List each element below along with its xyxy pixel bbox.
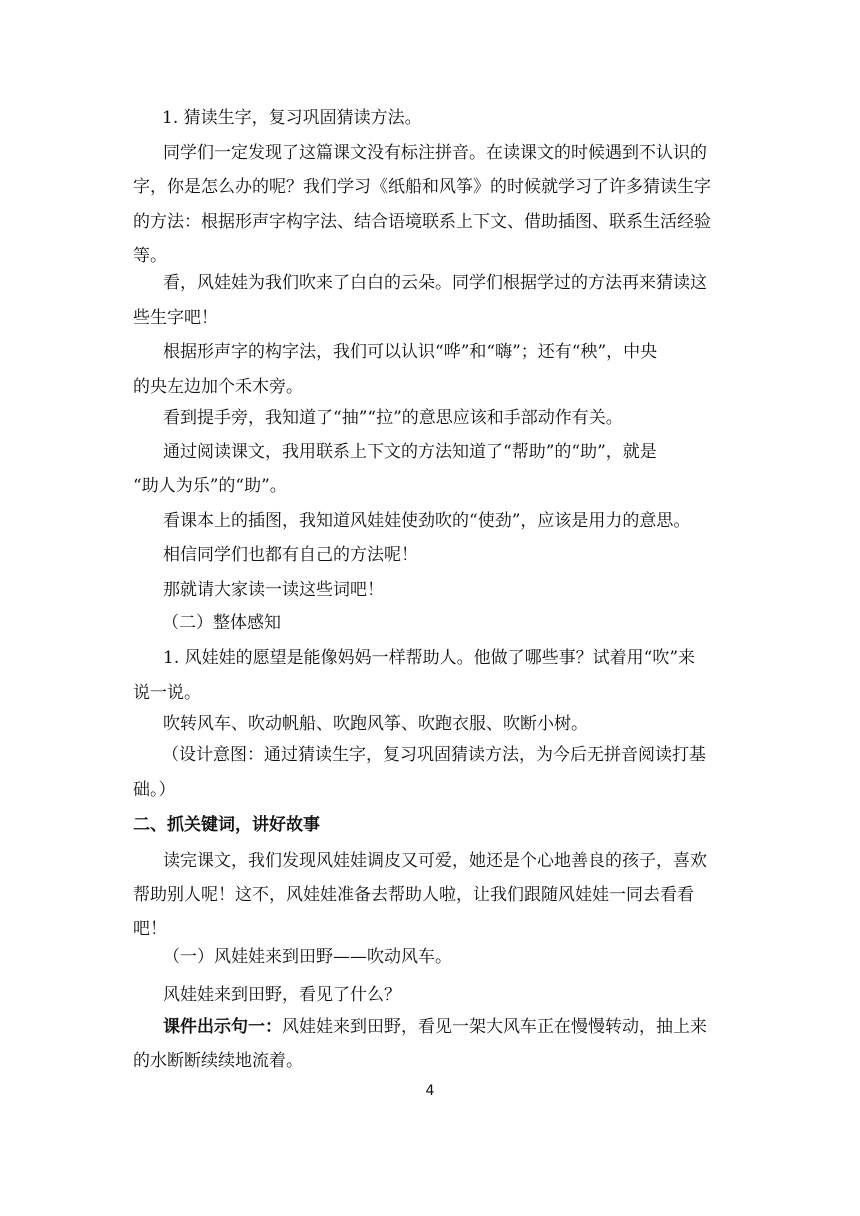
section-subheading: （二）整体感知	[162, 613, 281, 633]
text-line: 吧！	[133, 919, 167, 939]
section-heading: 二、抓关键词，讲好故事	[133, 815, 320, 835]
text-line: 看，风娃娃为我们吹来了白白的云朵。同学们根据学过的方法再来猜读这	[163, 273, 707, 293]
text-line: （设计意图：通过猜读生字，复习巩固猜读方法，为今后无拼音阅读打基	[162, 745, 706, 765]
text-line: 的方法：根据形声字构字法、结合语境联系上下文、借助插图、联系生活经验	[133, 212, 711, 232]
text-line	[163, 1015, 707, 1039]
courseware-label: 课件出示句一：	[163, 1017, 282, 1037]
text-line: 1. 风娃娃的愿望是能像妈妈一样帮助人。他做了哪些事？试着用“吹”来	[163, 648, 696, 668]
text-line: 字，你是怎么办的呢？我们学习《纸船和风筝》的时候就学习了许多猜读生字	[133, 177, 711, 197]
text-line: 吹转风车、吹动帆船、吹跑风筝、吹跑衣服、吹断小树。	[163, 714, 588, 734]
text-line: 根据形声字的构字法，我们可以认识“哗”和“嗨”；还有“秧”，中央	[163, 342, 658, 362]
text-line: 同学们一定发现了这篇课文没有标注拼音。在读课文的时候遇到不认识的	[163, 143, 707, 163]
page-number: 4	[425, 1083, 435, 1099]
text-line: 帮助别人呢！这不，风娃娃准备去帮助人啦，让我们跟随风娃娃一同去看看	[133, 885, 694, 905]
section-subheading: （一）风娃娃来到田野——吹动风车。	[163, 947, 452, 967]
text-line: 些生字吧！	[133, 308, 218, 328]
text-line: 相信同学们也都有自己的方法呢！	[163, 545, 418, 565]
text-line: 风娃娃来到田野，看见了什么？	[163, 985, 401, 1005]
text-line: 看到提手旁，我知道了“抽”“拉”的意思应该和手部动作有关。	[163, 408, 623, 428]
text-line: 说一说。	[133, 683, 201, 703]
text-line: 那就请大家读一读这些词吧！	[163, 580, 384, 600]
text-line: 1. 猜读生字，复习巩固猜读方法。	[162, 108, 422, 128]
text-line: 看课本上的插图，我知道风娃娃使劲吹的“使劲”，应该是用力的意思。	[163, 511, 691, 531]
text-line: 础。）	[133, 780, 176, 800]
text-line: 读完课文，我们发现风娃娃调皮又可爱，她还是个心地善良的孩子，喜欢	[163, 851, 707, 871]
text-line: 的央左边加个禾木旁。	[133, 377, 303, 397]
text-line: “助人为乐”的“助”。	[133, 476, 287, 496]
text-line: 通过阅读课文，我用联系上下文的方法知道了“帮助”的“助”，就是	[163, 442, 657, 462]
courseware-text: 风娃娃来到田野，看见一架大风车正在慢慢转动，抽上来	[282, 1017, 707, 1037]
text-line: 的水断断续续地流着。	[133, 1051, 303, 1071]
text-line: 等。	[133, 246, 167, 266]
